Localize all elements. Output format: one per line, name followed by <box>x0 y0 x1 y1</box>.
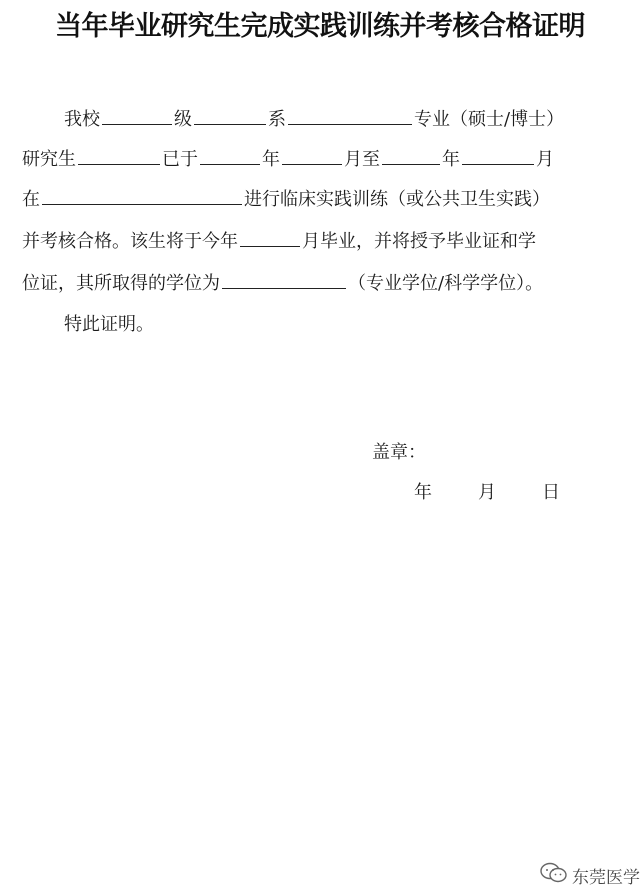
blank-start-month <box>282 144 342 165</box>
blank-start-year <box>200 144 260 165</box>
blank-department <box>194 104 266 125</box>
text-yue-zhi: 月至 <box>344 149 380 170</box>
text-degree-obtained: 位证，其所取得的学位为 <box>22 273 220 294</box>
body-line-4 <box>22 226 536 256</box>
blank-end-year <box>382 144 440 165</box>
body-line-6: 特此证明。 <box>64 314 154 335</box>
blank-end-month <box>462 144 534 165</box>
watermark <box>540 863 640 887</box>
blank-degree-type <box>222 268 346 289</box>
text-yi-yu: 已于 <box>162 149 198 170</box>
text-end-year-label: 年 <box>442 149 460 170</box>
date-day-label: 日 <box>542 482 560 503</box>
wechat-icon <box>540 862 568 888</box>
blank-major <box>288 104 412 125</box>
body-line-3 <box>22 184 550 214</box>
seal-label: 盖章： <box>372 442 426 463</box>
body-line-2 <box>22 144 554 174</box>
document-title: 当年毕业研究生完成实践训练并考核合格证明 <box>55 11 585 42</box>
text-passed-assessment: 并考核合格。该生将于今年 <box>22 231 238 252</box>
text-graduate-student: 研究生 <box>22 149 76 170</box>
text-zai: 在 <box>22 189 40 210</box>
text-wo-xiao: 我校 <box>64 109 100 130</box>
body-line-5 <box>22 268 543 298</box>
text-start-year-label: 年 <box>262 149 280 170</box>
text-graduation-diploma: 月毕业，并将授予毕业证和学 <box>302 231 536 252</box>
blank-graduation-month <box>240 226 300 247</box>
blank-training-place <box>42 184 242 205</box>
text-ji: 级 <box>174 109 192 130</box>
text-degree-options: （专业学位/科学学位）。 <box>348 273 544 294</box>
text-major-degree: 专业（硕士/博士） <box>414 109 565 130</box>
text-end-month-label: 月 <box>536 149 554 170</box>
text-clinical-training: 进行临床实践训练（或公共卫生实践） <box>244 189 550 210</box>
body-line-1 <box>64 104 564 134</box>
watermark-text: 东莞医学 <box>572 867 640 888</box>
blank-student-name <box>78 144 160 165</box>
blank-grade-year <box>102 104 172 125</box>
date-year-label: 年 <box>414 482 432 503</box>
date-month-label: 月 <box>478 482 496 503</box>
text-xi: 系 <box>268 109 286 130</box>
